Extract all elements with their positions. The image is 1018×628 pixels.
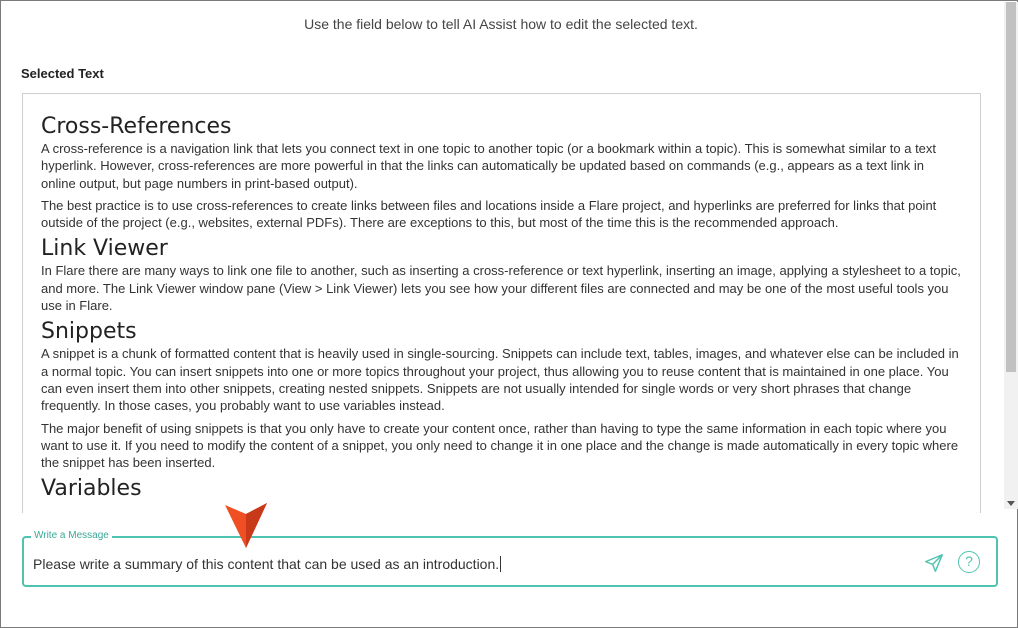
send-icon[interactable] <box>923 552 945 574</box>
scrollbar-thumb[interactable] <box>1006 2 1016 372</box>
selected-text-panel[interactable] <box>22 93 981 513</box>
help-icon[interactable]: ? <box>958 551 980 573</box>
heading-link-viewer: Link Viewer <box>41 236 168 262</box>
instruction-text: Use the field below to tell AI Assist how to edit the selected text. <box>304 16 698 32</box>
paragraph: In Flare there are many ways to link one file to another, such as inserting a cross-reference or text hyperlink, inserting an image, applying a stylesheet to a topic, and more. The Link Viewer window pane (View > Link Viewer) lets you see how your different files are connected and may be one of the most useful tools you use in Flare. <box>41 263 961 314</box>
message-input[interactable] <box>33 556 501 572</box>
message-field[interactable] <box>22 530 998 587</box>
paragraph: The major benefit of using snippets is that you only have to create your content once, rather than having to type the same information in each topic where you want to use it. If you need to modify the content of a snippet, you only need to change it in one place and the change is made automatically in every topic where the snippet has been inserted. <box>41 420 959 471</box>
scroll-down-arrow-icon[interactable] <box>1007 501 1015 506</box>
heading-cross-references: Cross-References <box>41 114 232 139</box>
paragraph: A snippet is a chunk of formatted content that is heavily used in single-sourcing. Snippets can include text, tables, images, and whatever else can be included in a normal topic. You can insert snippets into one or more topics throughout your project, thus allowing you to reuse content that is maintained in one place. You can even insert them into other snippets, creating nested snippets. Snippets are not usually intended for single words or very short phrases that change frequently. In those cases, you probably want to use variables instead. <box>41 346 959 414</box>
paragraph: A cross-reference is a navigation link that lets you connect text in one topic to another topic (or a bookmark within a topic). This is somewhat similar to a text hyperlink. However, cross-references are more powerful in that the links can automatically be updated based on commands (e.g., appears as a text link in online output, but page numbers in print-based output). <box>41 141 937 191</box>
message-field-label: Write a Message <box>31 530 112 541</box>
heading-variables: Variables <box>41 476 142 502</box>
pointer-arrow-icon <box>223 501 269 549</box>
paragraph: The best practice is to use cross-references to create links between files and locations inside a Flare project, and hyperlinks are preferred for links that point outside of the project (e.g., websites, external PDFs). There are exceptions to this, but most of the time this is the recommended approach. <box>41 197 937 231</box>
message-input-text: Please write a summary of this content that can be used as an introduction. <box>33 556 500 572</box>
vertical-scrollbar[interactable] <box>1004 2 1018 509</box>
heading-snippets: Snippets <box>41 319 137 345</box>
selected-text-label: Selected Text <box>21 66 104 81</box>
text-caret <box>500 556 501 572</box>
